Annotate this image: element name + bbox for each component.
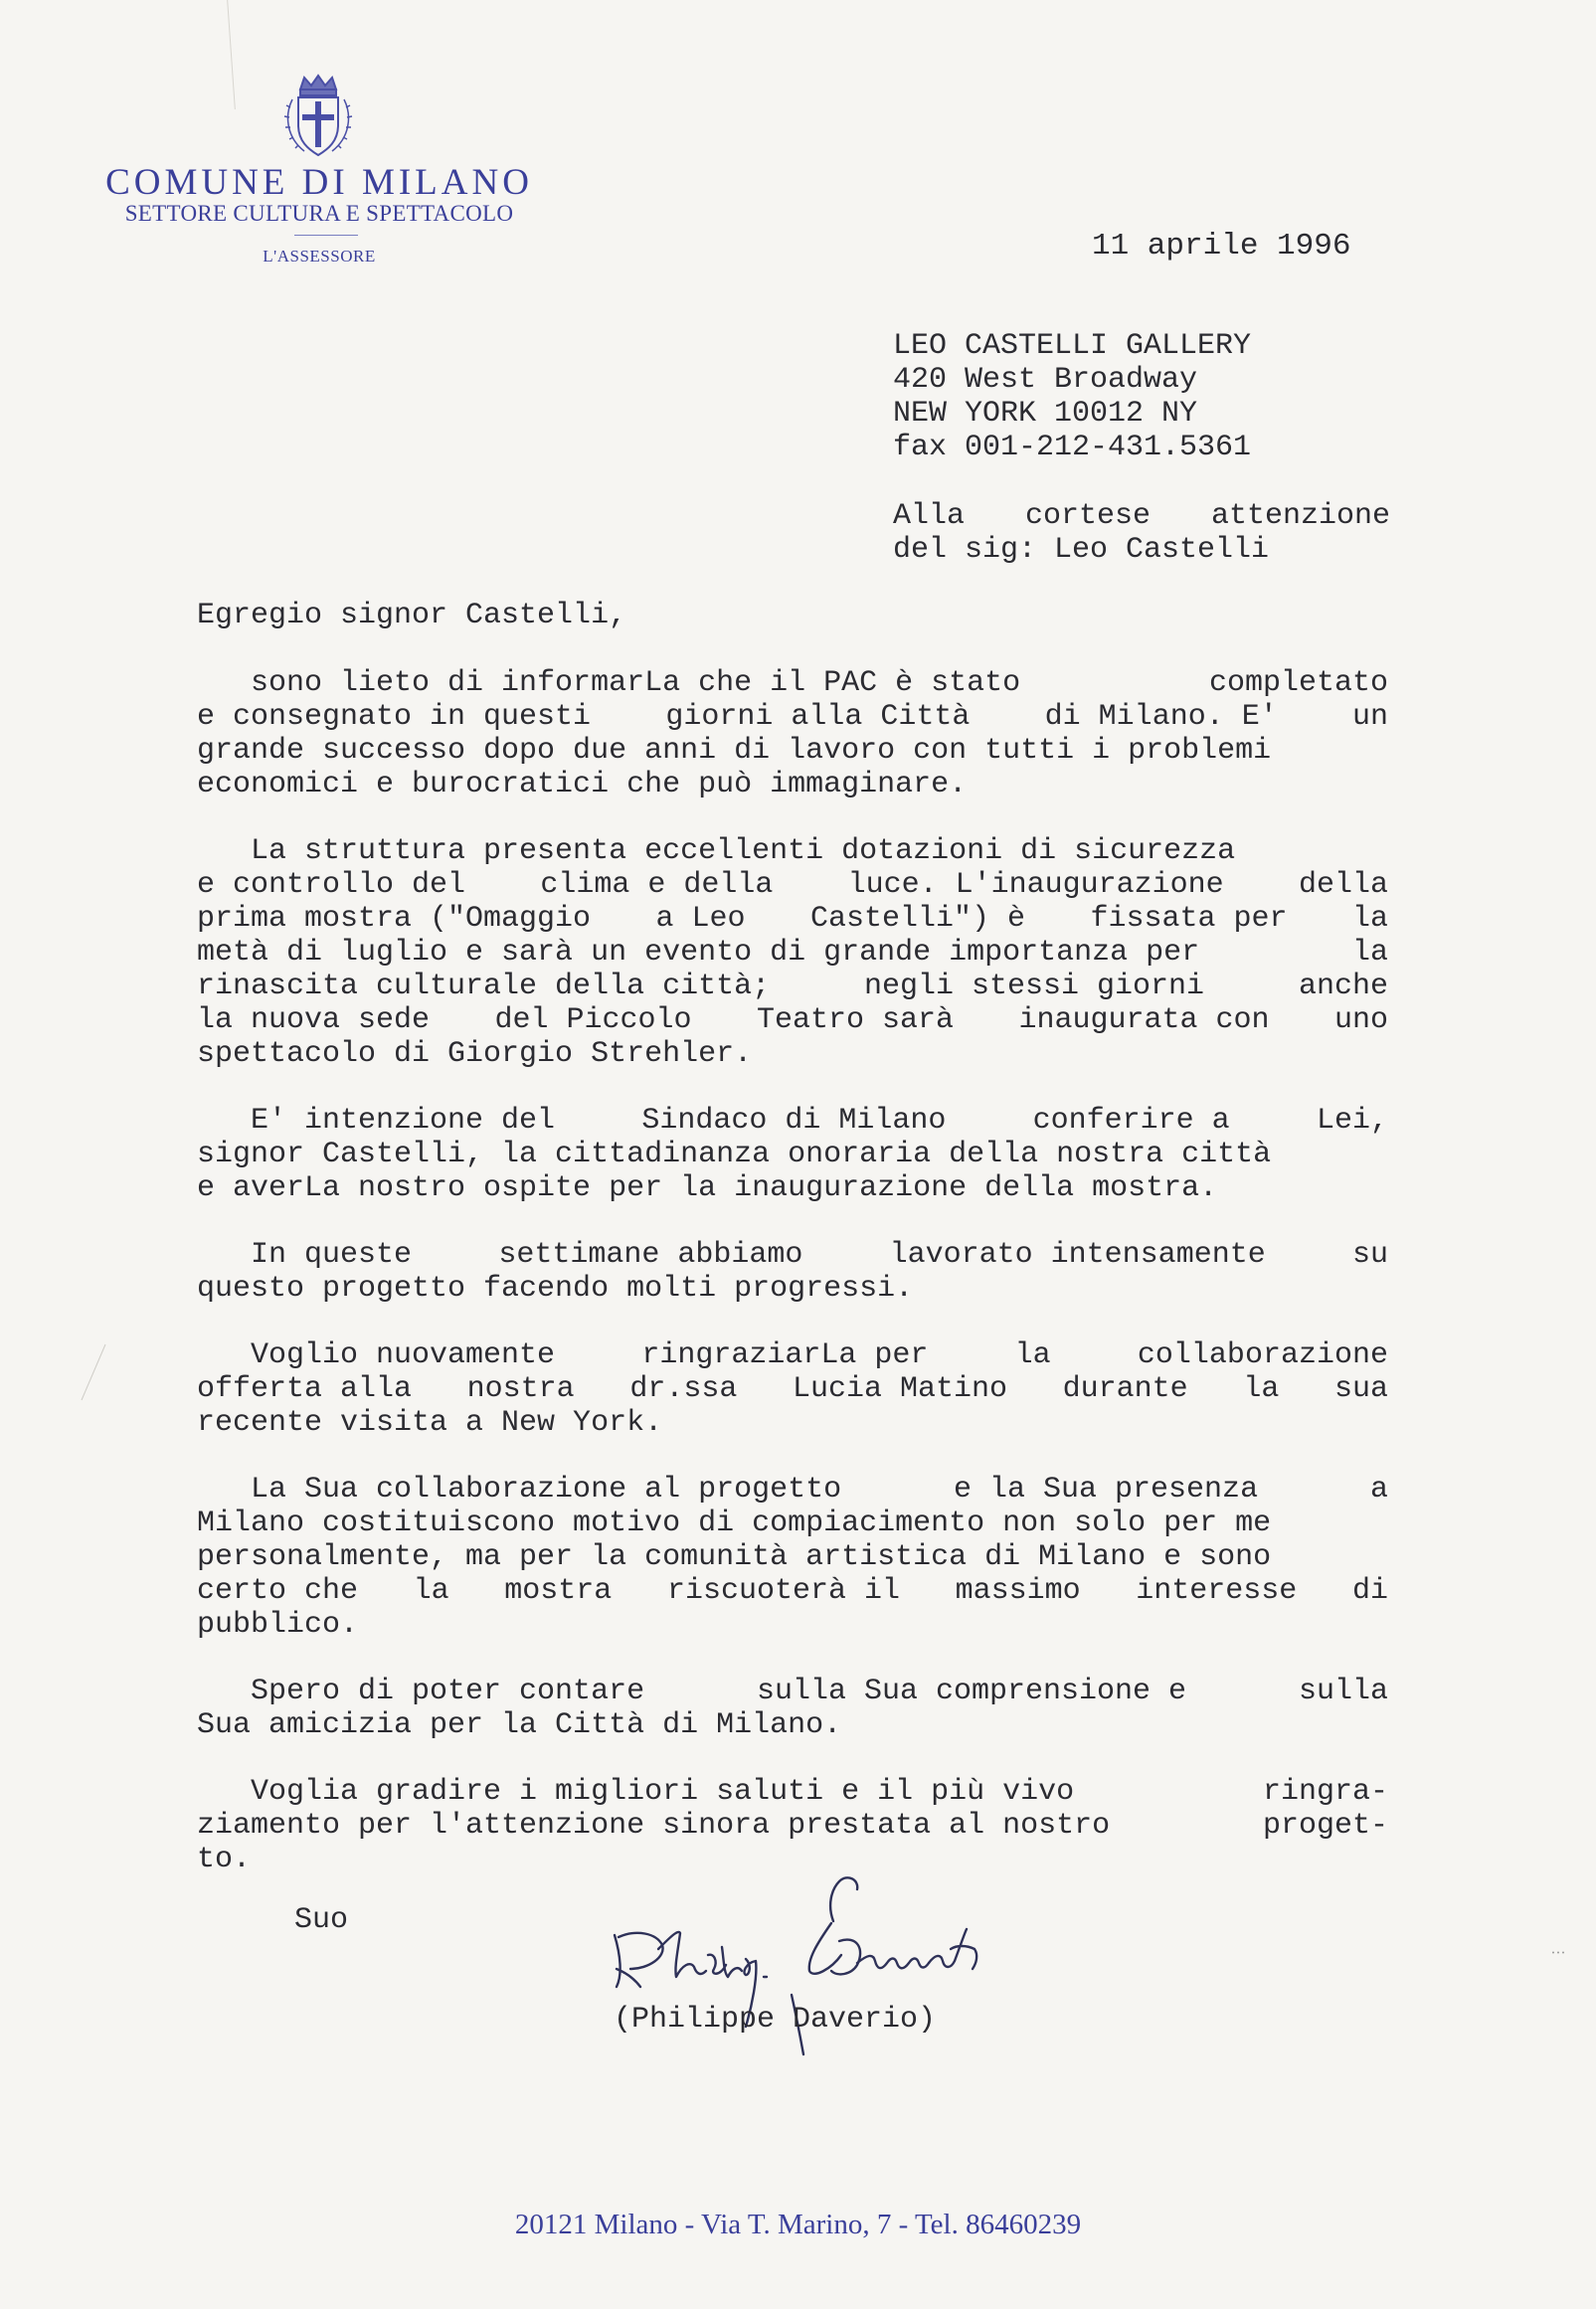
text-segment: prima mostra ("Omaggio <box>197 902 592 936</box>
text-line <box>197 1708 1388 1742</box>
address-line: LEO CASTELLI GALLERY <box>893 329 1252 363</box>
text-segment: personalmente, ma per la comunità artistica di Milano e sono <box>197 1540 1272 1574</box>
signer-name: (Philippe Daverio) <box>614 2003 937 2037</box>
text-line <box>197 1104 1388 1138</box>
text-segment: di <box>1351 1574 1388 1608</box>
text-line <box>197 1540 1388 1574</box>
text-segment: conferire a <box>1032 1104 1230 1138</box>
text-segment: e la Sua presenza <box>954 1473 1259 1507</box>
text-segment: uno <box>1333 1003 1388 1037</box>
text-segment: recente visita a New York. <box>197 1406 663 1440</box>
text-line <box>197 902 1388 936</box>
text-segment: e averLa nostro ospite per la inaugurazione della mostra. <box>197 1171 1218 1205</box>
attention-line-row <box>893 499 1390 533</box>
text-segment: a <box>1369 1473 1388 1507</box>
text-segment: durante <box>1062 1372 1188 1406</box>
text-segment: E' intenzione del <box>197 1104 556 1138</box>
text-segment: Spero di poter contare <box>197 1675 645 1708</box>
text-segment: la <box>1014 1338 1051 1372</box>
text-line <box>197 1272 1388 1306</box>
text-line <box>197 970 1388 1003</box>
text-segment: economici e burocratici che può immaginare. <box>197 768 968 801</box>
text-segment: la <box>1351 902 1388 936</box>
text-segment: anche <box>1298 970 1388 1003</box>
text-line <box>197 1675 1388 1708</box>
text-segment: signor Castelli, la cittadinanza onoraria della nostra città <box>197 1138 1272 1171</box>
text-segment: sono lieto di informarLa che il PAC è stato <box>197 666 1021 700</box>
text-segment: Lucia Matino <box>792 1372 1008 1406</box>
text-line <box>197 834 1388 868</box>
text-line <box>197 1238 1388 1272</box>
text-segment: del sig: Leo Castelli <box>893 533 1270 567</box>
text-segment: sulla Sua comprensione e <box>756 1675 1187 1708</box>
text-segment: la nuova sede <box>197 1003 431 1037</box>
text-segment: Voglio nuovamente <box>197 1338 556 1372</box>
text-segment: ringraziarLa per <box>641 1338 929 1372</box>
text-segment: giorni alla Città <box>665 700 971 734</box>
closing: Suo <box>294 1903 349 1937</box>
text-line <box>197 1473 1388 1507</box>
letterhead-subtitle: SETTORE CULTURA E SPETTACOLO <box>124 201 514 226</box>
body-paragraph <box>197 1104 1388 1205</box>
text-segment: a Leo <box>655 902 746 936</box>
text-segment: mostra <box>504 1574 613 1608</box>
text-line <box>197 1138 1388 1171</box>
text-segment: attenzione <box>1210 499 1390 533</box>
text-segment: del Piccolo <box>494 1003 692 1037</box>
text-line <box>197 734 1388 768</box>
attention-line-row <box>893 533 1390 567</box>
text-segment: clima e della <box>540 868 774 902</box>
recipient-address <box>893 329 1251 464</box>
text-segment: Sua amicizia per la Città di Milano. <box>197 1708 842 1742</box>
attention-line <box>893 499 1390 567</box>
paper-fold-mark <box>227 0 242 109</box>
text-segment: to. <box>197 1843 252 1876</box>
text-segment: rinascita culturale della città; <box>197 970 771 1003</box>
text-segment: collaborazione <box>1137 1338 1388 1372</box>
text-segment: ziamento per l'attenzione sinora prestata al nostro <box>197 1809 1111 1843</box>
text-segment: riscuoterà il <box>666 1574 900 1608</box>
text-segment: Castelli") è <box>809 902 1026 936</box>
text-segment: la <box>1351 936 1388 970</box>
text-line <box>197 768 1388 801</box>
address-line: NEW YORK 10012 NY <box>893 397 1198 431</box>
letterhead-divider <box>294 235 358 236</box>
letter-date: 11 aprile 1996 <box>1092 229 1351 264</box>
text-segment: spettacolo di Giorgio Strehler. <box>197 1037 753 1071</box>
text-line <box>197 1037 1388 1071</box>
letterhead-title: COMUNE DI MILANO <box>105 162 533 203</box>
text-segment: ringra- <box>1262 1775 1388 1809</box>
text-line <box>197 1775 1388 1809</box>
letterhead-role: L'ASSESSORE <box>263 247 376 266</box>
text-segment: pubblico. <box>197 1608 359 1642</box>
text-segment: la <box>413 1574 449 1608</box>
text-line <box>197 1574 1388 1608</box>
text-segment: un <box>1351 700 1388 734</box>
text-segment: inaugurata con <box>1018 1003 1270 1037</box>
body-paragraph <box>197 1675 1388 1742</box>
paper-crease-mark <box>78 1342 107 1402</box>
text-segment: settimane abbiamo <box>498 1238 803 1272</box>
text-segment: sua <box>1333 1372 1388 1406</box>
text-segment: Teatro sarà <box>756 1003 955 1037</box>
text-segment: di Milano. E' <box>1044 700 1278 734</box>
body-paragraph <box>197 834 1388 1071</box>
letter-body <box>197 666 1388 1909</box>
text-segment: negli stessi giorni <box>864 970 1205 1003</box>
text-line <box>197 1406 1388 1440</box>
text-segment: dr.ssa <box>629 1372 738 1406</box>
address-line: 420 West Broadway <box>893 363 1198 397</box>
text-segment: e controllo del <box>197 868 466 902</box>
text-segment: grande successo dopo due anni di lavoro con tutti i problemi <box>197 734 1272 768</box>
text-segment: luce. L'inaugurazione <box>847 868 1224 902</box>
text-segment: nostra <box>466 1372 575 1406</box>
text-segment: Voglia gradire i migliori saluti e il più vivo <box>197 1775 1075 1809</box>
text-segment: La Sua collaborazione al progetto <box>197 1473 842 1507</box>
text-segment: interesse <box>1136 1574 1298 1608</box>
text-segment: cortese <box>1024 499 1151 533</box>
text-segment: La struttura presenta eccellenti dotazioni di sicurezza <box>197 834 1236 868</box>
body-paragraph <box>197 666 1388 801</box>
text-segment: completato <box>1208 666 1388 700</box>
text-line <box>197 936 1388 970</box>
text-segment: lavorato intensamente <box>889 1238 1266 1272</box>
text-segment: Milano costituiscono motivo di compiacimento non solo per me <box>197 1507 1272 1540</box>
text-line <box>197 1507 1388 1540</box>
text-segment: Sindaco di Milano <box>641 1104 947 1138</box>
text-segment: certo che <box>197 1574 359 1608</box>
body-paragraph <box>197 1473 1388 1642</box>
address-line: fax 001-212-431.5361 <box>893 431 1252 464</box>
letterhead-footer: 20121 Milano - Via T. Marino, 7 - Tel. 86460239 <box>514 2209 1082 2240</box>
text-segment: su <box>1351 1238 1388 1272</box>
text-line <box>197 1003 1388 1037</box>
body-paragraph <box>197 1238 1388 1306</box>
text-line <box>197 1608 1388 1642</box>
text-segment: In queste <box>197 1238 413 1272</box>
text-segment: della <box>1298 868 1388 902</box>
text-line <box>197 666 1388 700</box>
text-segment: Alla <box>893 499 966 533</box>
salutation: Egregio signor Castelli, <box>197 599 627 632</box>
text-segment: e consegnato in questi <box>197 700 592 734</box>
text-segment: questo progetto facendo molti progressi. <box>197 1272 914 1306</box>
text-segment: massimo <box>955 1574 1081 1608</box>
text-line <box>197 1372 1388 1406</box>
text-line <box>197 868 1388 902</box>
text-segment: Lei, <box>1316 1104 1388 1138</box>
paper-speck <box>1551 1951 1565 1954</box>
milan-coat-of-arms-icon <box>278 72 358 161</box>
text-segment: sulla <box>1298 1675 1388 1708</box>
text-segment: fissata per <box>1090 902 1288 936</box>
text-line <box>197 1171 1388 1205</box>
text-segment: proget- <box>1262 1809 1388 1843</box>
body-paragraph <box>197 1338 1388 1440</box>
text-line <box>197 700 1388 734</box>
text-segment: la <box>1243 1372 1280 1406</box>
text-line <box>197 1338 1388 1372</box>
text-segment: offerta alla <box>197 1372 413 1406</box>
text-segment: metà di luglio e sarà un evento di grande importanza per <box>197 936 1200 970</box>
